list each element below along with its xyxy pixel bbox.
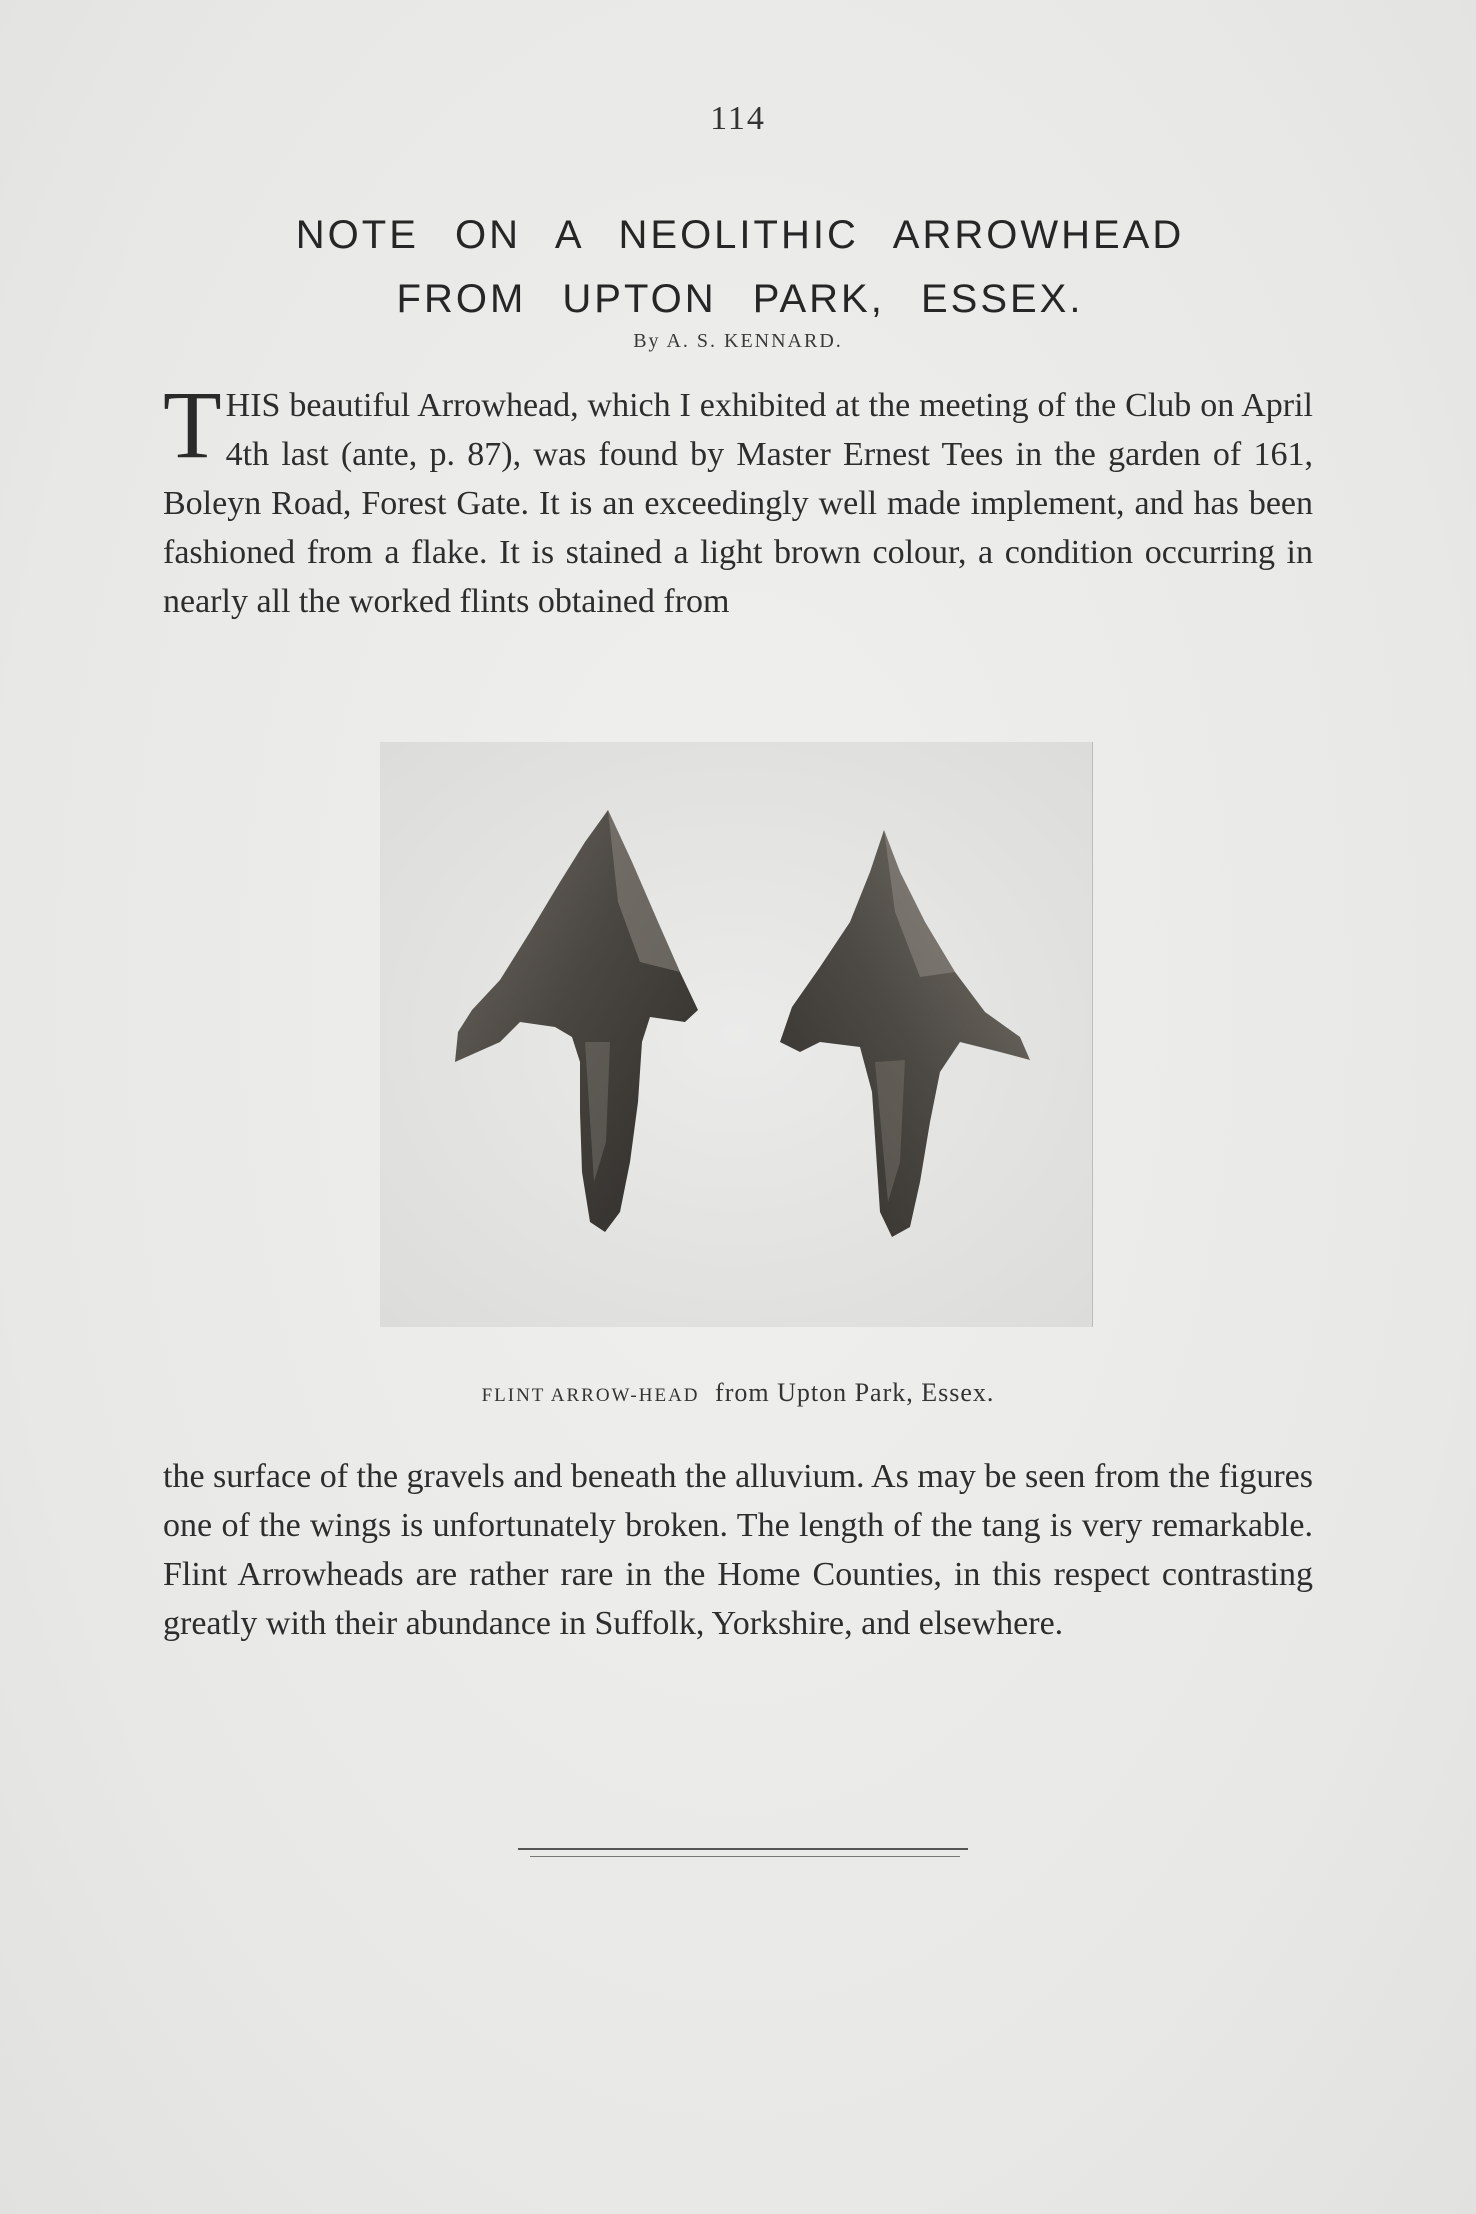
paragraph-1-line: Master Ernest Tees in the garden of 161, Boleyn Road, Forest [163, 436, 1313, 522]
arrowhead-right-image [780, 830, 1030, 1237]
paragraph-1-line: HIS beautiful Arrowhead, which I exhibited at the meeting [225, 387, 1038, 424]
arrowhead-photograph [380, 742, 1093, 1327]
paragraph-2-line: seen from the figures one of the wings is unfortunately broken. [163, 1458, 1313, 1544]
paragraph-2-line: elsewhere. [918, 1605, 1064, 1642]
figure-caption [0, 1378, 1476, 1408]
title-line-1: NOTE ON A NEOLITHIC ARROWHEAD [295, 213, 1185, 257]
title-line-2: FROM UPTON PARK, ESSEX. [396, 277, 1084, 321]
paragraph-1-line: of the Club on April 4th last (ante, p. 87), was found by [225, 387, 1313, 473]
page-number: 114 [710, 100, 766, 137]
paragraph-1-line: fashioned from a flake. It is stained a light brown colour, a [163, 534, 1005, 571]
paragraph-2-line: the surface of the gravels and beneath the alluvium. As may be [163, 1458, 1026, 1495]
article-title [160, 203, 1320, 331]
paragraph-2-line: greatly with their abundance in Suffolk, Yorkshire, and [163, 1605, 919, 1642]
paragraph-2 [163, 1452, 1313, 1648]
caption-text: from Upton Park, Essex. [715, 1378, 995, 1407]
paragraph-1 [163, 371, 1313, 626]
paragraph-2-line: The length of the tang is very remarkable. Flint Arrowheads [163, 1507, 1313, 1593]
end-rule-thin [530, 1856, 960, 1857]
paragraph-1-line: Gate. It is an exceedingly well made implement, and has been [456, 485, 1313, 522]
end-rule [518, 1848, 968, 1850]
caption-smallcaps: FLINT ARROW-HEAD [481, 1385, 700, 1406]
arrowhead-left-image [455, 810, 698, 1232]
paragraph-1-line: condition occurring in nearly all the worked flints obtained from [163, 534, 1313, 620]
byline: By A. S. KENNARD. [633, 330, 843, 352]
paragraph-2-line: are rather rare in the Home Counties, in this respect contrasting [415, 1556, 1313, 1593]
drop-cap: T [163, 371, 222, 478]
